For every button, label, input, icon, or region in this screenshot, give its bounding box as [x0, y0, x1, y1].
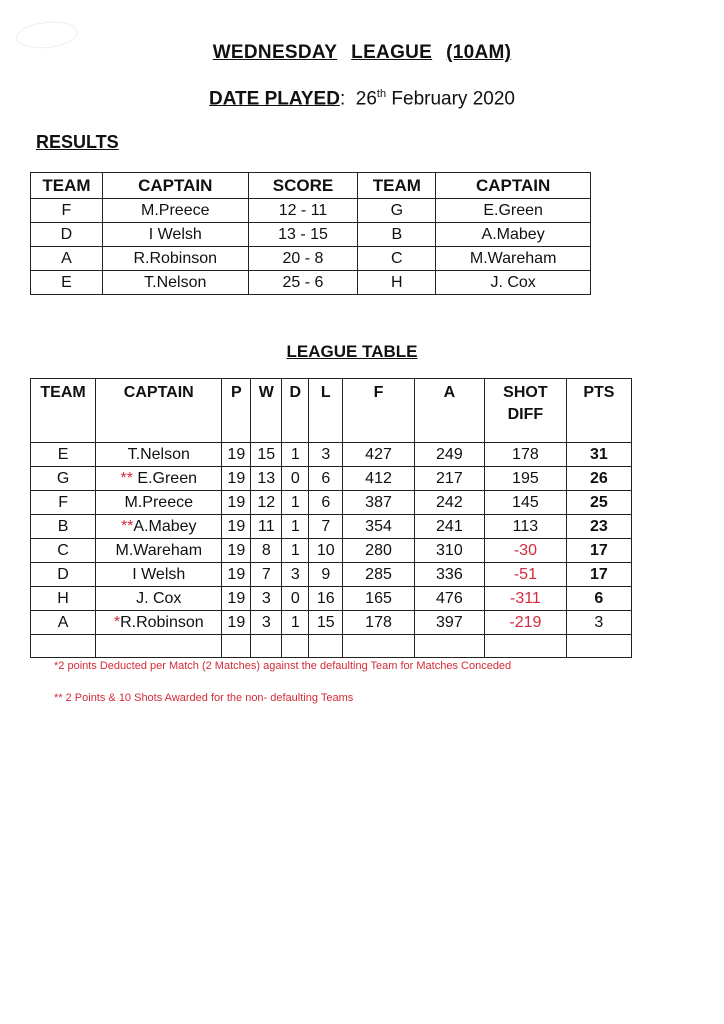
league-cell-pts: 23: [566, 515, 631, 539]
league-cell-captain: [96, 539, 222, 563]
results-header-team: TEAM: [31, 173, 103, 199]
league-cell-team: B: [31, 515, 96, 539]
league-cell-pts: 3: [566, 611, 631, 635]
league-cell-f: 285: [343, 563, 414, 587]
results-cell: J. Cox: [436, 271, 591, 295]
league-row: [31, 467, 632, 491]
league-cell-l: 9: [309, 563, 343, 587]
league-cell-p: 19: [222, 587, 251, 611]
league-row: [31, 563, 632, 587]
league-header-shot-diff-line-1: SHOT: [503, 384, 548, 401]
results-row: [31, 223, 591, 247]
league-cell-team: G: [31, 467, 96, 491]
league-header-captain: CAPTAIN: [96, 379, 222, 443]
league-cell-captain: [96, 611, 222, 635]
results-header-team-2: TEAM: [358, 173, 436, 199]
results-cell: 25 - 6: [248, 271, 358, 295]
league-empty-cell: [282, 635, 309, 658]
league-cell-pts: 31: [566, 443, 631, 467]
league-cell-d: 1: [282, 515, 309, 539]
results-header-captain-2: CAPTAIN: [436, 173, 591, 199]
league-cell-a: 397: [414, 611, 484, 635]
league-header-played: P: [222, 379, 251, 443]
league-cell-l: 10: [309, 539, 343, 563]
league-cell-w: 7: [251, 563, 282, 587]
league-empty-cell: [485, 635, 567, 658]
league-cell-pts: 26: [566, 467, 631, 491]
title-word-1: WEDNESDAY: [212, 42, 338, 63]
league-cell-f: 387: [343, 491, 414, 515]
league-cell-diff: 145: [485, 491, 567, 515]
captain-name: R.Robinson: [120, 613, 204, 631]
league-header-shot-diff: [485, 379, 567, 443]
award-note: ** 2 Points & 10 Shots Awarded for the non- defaulting Teams: [54, 692, 354, 704]
captain-name: M.Wareham: [115, 541, 203, 559]
date-played-label: DATE PLAYED: [209, 88, 340, 110]
league-empty-cell: [96, 635, 222, 658]
league-cell-d: 3: [282, 563, 309, 587]
results-cell: C: [358, 247, 436, 271]
results-cell: B: [358, 223, 436, 247]
results-cell: H: [358, 271, 436, 295]
league-cell-w: 8: [251, 539, 282, 563]
league-cell-p: 19: [222, 491, 251, 515]
league-cell-f: 280: [343, 539, 414, 563]
league-cell-diff: -311: [485, 587, 567, 611]
league-row: [31, 515, 632, 539]
league-table-heading: LEAGUE TABLE: [286, 342, 418, 361]
league-cell-d: 1: [282, 539, 309, 563]
results-cell: G: [358, 199, 436, 223]
date-played-line: DATE PLAYED: 26th February 2020: [209, 88, 515, 110]
league-cell-f: 412: [343, 467, 414, 491]
captain-name: A.Mabey: [133, 517, 197, 535]
league-empty-cell: [251, 635, 282, 658]
league-cell-team: E: [31, 443, 96, 467]
league-cell-l: 7: [309, 515, 343, 539]
captain-name: E.Green: [137, 469, 197, 487]
league-empty-cell: [309, 635, 343, 658]
league-cell-diff: 178: [485, 443, 567, 467]
results-cell: 12 - 11: [248, 199, 358, 223]
title-word-3: (10AM): [446, 42, 512, 63]
league-header-row: [31, 379, 632, 443]
league-header-points: PTS: [566, 379, 631, 443]
captain-name: J. Cox: [136, 589, 182, 607]
results-cell: A.Mabey: [436, 223, 591, 247]
league-cell-captain: [96, 443, 222, 467]
league-cell-a: 242: [414, 491, 484, 515]
league-cell-pts: 25: [566, 491, 631, 515]
league-cell-a: 476: [414, 587, 484, 611]
league-cell-w: 15: [251, 443, 282, 467]
league-cell-diff: -51: [485, 563, 567, 587]
league-header-drawn: D: [282, 379, 309, 443]
league-cell-pts: 6: [566, 587, 631, 611]
league-cell-team: H: [31, 587, 96, 611]
captain-name: T.Nelson: [127, 445, 190, 463]
league-cell-w: 11: [251, 515, 282, 539]
results-cell: 20 - 8: [248, 247, 358, 271]
league-cell-f: 354: [343, 515, 414, 539]
league-cell-d: 0: [282, 467, 309, 491]
results-row: [31, 199, 591, 223]
league-cell-diff: -30: [485, 539, 567, 563]
league-cell-l: 6: [309, 467, 343, 491]
league-cell-d: 0: [282, 587, 309, 611]
league-cell-pts: 17: [566, 563, 631, 587]
league-empty-cell: [31, 635, 96, 658]
results-row: [31, 271, 591, 295]
page-title: [0, 42, 724, 64]
league-cell-l: 15: [309, 611, 343, 635]
league-cell-a: 241: [414, 515, 484, 539]
league-cell-captain: [96, 563, 222, 587]
league-empty-cell: [343, 635, 414, 658]
results-cell: F: [31, 199, 103, 223]
results-header-captain: CAPTAIN: [102, 173, 248, 199]
results-cell: M.Wareham: [436, 247, 591, 271]
league-cell-diff: 195: [485, 467, 567, 491]
league-cell-a: 336: [414, 563, 484, 587]
results-cell: E.Green: [436, 199, 591, 223]
league-cell-w: 12: [251, 491, 282, 515]
results-table: [30, 172, 591, 295]
date-day: 26: [355, 88, 377, 110]
league-cell-a: 217: [414, 467, 484, 491]
league-cell-p: 19: [222, 611, 251, 635]
league-cell-p: 19: [222, 563, 251, 587]
league-row: [31, 491, 632, 515]
league-cell-f: 178: [343, 611, 414, 635]
results-header-row: [31, 173, 591, 199]
captain-mark: *: [113, 613, 121, 631]
league-cell-captain: [96, 515, 222, 539]
results-cell: 13 - 15: [248, 223, 358, 247]
captain-mark: **: [120, 517, 134, 535]
captain-name: M.Preece: [124, 493, 193, 511]
date-rest: February 2020: [391, 88, 515, 110]
league-cell-diff: 113: [485, 515, 567, 539]
title-word-2: LEAGUE: [351, 42, 433, 63]
captain-mark: **: [120, 469, 133, 487]
league-header-lost: L: [309, 379, 343, 443]
results-cell: T.Nelson: [102, 271, 248, 295]
league-header-won: W: [251, 379, 282, 443]
league-cell-w: 13: [251, 467, 282, 491]
league-row: [31, 611, 632, 635]
league-row: [31, 443, 632, 467]
league-cell-w: 3: [251, 611, 282, 635]
league-table: [30, 378, 632, 658]
league-cell-pts: 17: [566, 539, 631, 563]
league-cell-diff: -219: [485, 611, 567, 635]
league-empty-cell: [414, 635, 484, 658]
league-cell-captain: [96, 467, 222, 491]
captain-name: I Welsh: [132, 565, 186, 583]
league-cell-team: C: [31, 539, 96, 563]
league-empty-cell: [222, 635, 251, 658]
league-cell-captain: [96, 587, 222, 611]
league-cell-d: 1: [282, 611, 309, 635]
league-header-team: TEAM: [31, 379, 96, 443]
results-cell: D: [31, 223, 103, 247]
league-cell-d: 1: [282, 443, 309, 467]
league-cell-p: 19: [222, 515, 251, 539]
league-cell-captain: [96, 491, 222, 515]
league-cell-d: 1: [282, 491, 309, 515]
league-cell-p: 19: [222, 443, 251, 467]
league-cell-w: 3: [251, 587, 282, 611]
league-cell-team: D: [31, 563, 96, 587]
results-heading: RESULTS: [36, 132, 119, 152]
league-empty-row: [31, 635, 632, 658]
league-cell-team: A: [31, 611, 96, 635]
league-header-shot-diff-line-2: DIFF: [507, 406, 544, 423]
league-cell-p: 19: [222, 467, 251, 491]
results-cell: I Welsh: [102, 223, 248, 247]
league-empty-cell: [566, 635, 631, 658]
league-cell-a: 310: [414, 539, 484, 563]
league-cell-f: 427: [343, 443, 414, 467]
results-cell: M.Preece: [102, 199, 248, 223]
league-row: [31, 539, 632, 563]
results-row: [31, 247, 591, 271]
league-cell-l: 6: [309, 491, 343, 515]
date-day-suffix: th: [376, 88, 387, 100]
league-cell-l: 16: [309, 587, 343, 611]
league-cell-a: 249: [414, 443, 484, 467]
league-cell-p: 19: [222, 539, 251, 563]
league-cell-team: F: [31, 491, 96, 515]
results-cell: E: [31, 271, 103, 295]
results-header-score: SCORE: [248, 173, 358, 199]
results-cell: A: [31, 247, 103, 271]
league-cell-f: 165: [343, 587, 414, 611]
league-header-against: A: [414, 379, 484, 443]
league-header-for: F: [343, 379, 414, 443]
league-cell-l: 3: [309, 443, 343, 467]
league-row: [31, 587, 632, 611]
results-cell: R.Robinson: [102, 247, 248, 271]
deduction-note: *2 points Deducted per Match (2 Matches) against the defaulting Team for Matches Conceded: [54, 660, 512, 672]
league-table-body: [31, 443, 632, 658]
